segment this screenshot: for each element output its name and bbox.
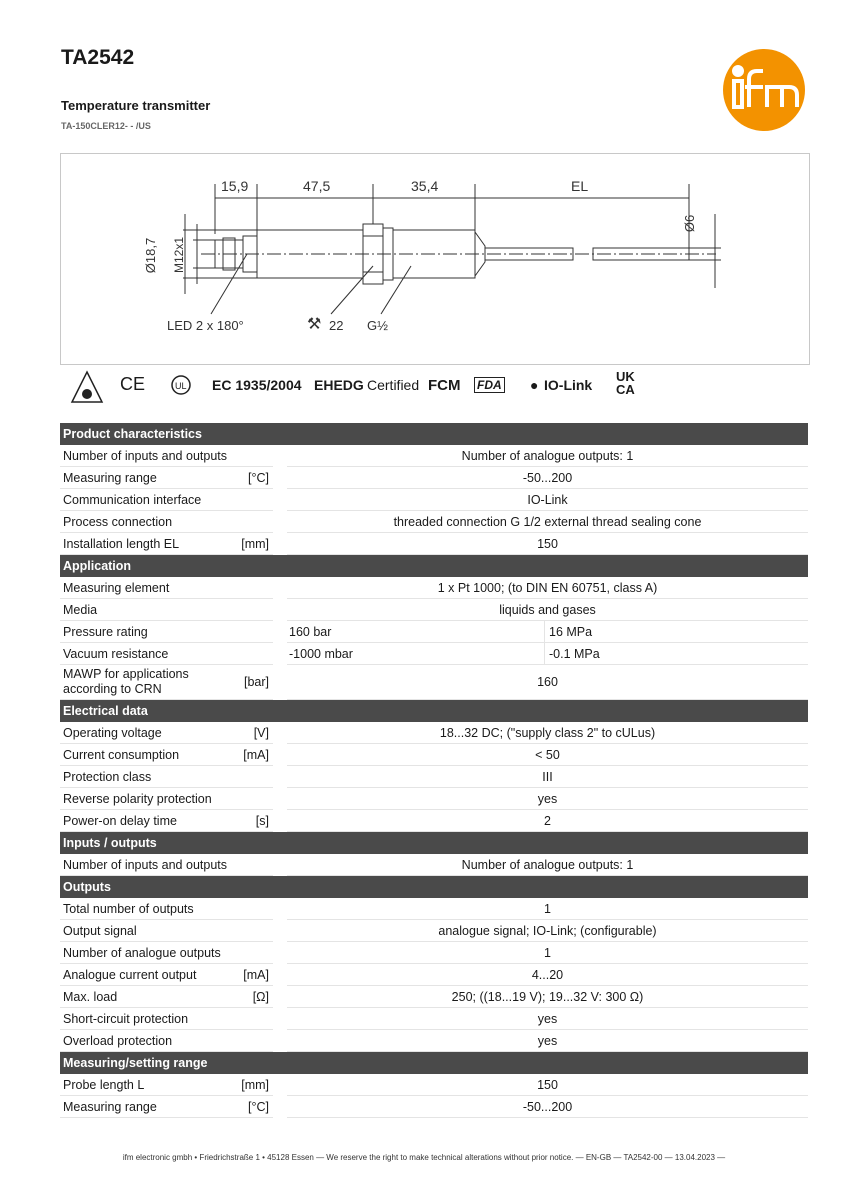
spec-label: Reverse polarity protection bbox=[63, 791, 212, 806]
3a-sanitary-icon bbox=[70, 370, 104, 404]
dim-outer-diameter: Ø18,7 bbox=[143, 237, 159, 274]
cert-certified: Certified bbox=[367, 377, 420, 393]
spec-row bbox=[60, 643, 808, 665]
ul-listed-icon bbox=[164, 372, 198, 402]
spec-row bbox=[60, 942, 808, 964]
spacer bbox=[273, 1096, 287, 1118]
section-title: Product characteristics bbox=[60, 423, 808, 445]
spacer bbox=[273, 744, 287, 766]
spec-label-cell bbox=[60, 942, 273, 964]
spec-label: Installation length EL bbox=[63, 536, 180, 551]
spec-value: 1 x Pt 1000; (to DIN EN 60751, class A) bbox=[287, 577, 808, 599]
spacer bbox=[273, 511, 287, 533]
spec-label-cell bbox=[60, 599, 273, 621]
spec-unit: [s] bbox=[255, 813, 269, 828]
wrench-size: 22 bbox=[329, 318, 344, 333]
spec-value: 18...32 DC; ("supply class 2" to cULus) bbox=[287, 722, 808, 744]
spec-row bbox=[60, 920, 808, 942]
spec-row bbox=[60, 467, 808, 489]
spec-value: 1 bbox=[287, 942, 808, 964]
spec-label: Number of inputs and outputs bbox=[63, 448, 227, 463]
dim-15-9: 15,9 bbox=[221, 178, 249, 194]
spec-unit: [°C] bbox=[248, 470, 269, 485]
spec-row bbox=[60, 788, 808, 810]
cert-io-link: IO-Link bbox=[544, 377, 593, 393]
section-header bbox=[60, 1052, 808, 1075]
spec-value: -50...200 bbox=[287, 1096, 808, 1118]
dimension-drawing bbox=[60, 153, 810, 365]
spec-row bbox=[60, 898, 808, 920]
spec-label-cell bbox=[60, 1074, 273, 1096]
spec-label: Overload protection bbox=[63, 1033, 173, 1048]
spacer bbox=[273, 766, 287, 788]
spec-unit: [mm] bbox=[241, 1077, 269, 1092]
section-header bbox=[60, 423, 808, 445]
spec-unit: [Ω] bbox=[252, 989, 269, 1004]
spec-value: 160 bbox=[287, 665, 808, 700]
spec-unit: [bar] bbox=[243, 675, 269, 689]
spec-label-cell bbox=[60, 1008, 273, 1030]
spec-row bbox=[60, 599, 808, 621]
cert-fcm: FCM bbox=[428, 377, 461, 394]
spec-value: Number of analogue outputs: 1 bbox=[287, 854, 808, 876]
spec-value-primary: -1000 mbar bbox=[287, 643, 545, 665]
spec-unit: [V] bbox=[253, 725, 269, 740]
spec-value: analogue signal; IO-Link; (configurable) bbox=[287, 920, 808, 942]
spec-label: Process connection bbox=[63, 514, 173, 529]
spec-label: Measuring element bbox=[63, 580, 170, 595]
led-callout: LED 2 x 180° bbox=[167, 318, 244, 333]
spec-row bbox=[60, 665, 808, 700]
spec-row bbox=[60, 1030, 808, 1052]
spec-row bbox=[60, 766, 808, 788]
spec-row bbox=[60, 810, 808, 832]
spec-value: yes bbox=[287, 788, 808, 810]
product-title: TA2542 bbox=[61, 46, 135, 69]
spec-label: Communication interface bbox=[63, 492, 202, 507]
spacer bbox=[273, 665, 287, 700]
spec-label: Total number of outputs bbox=[63, 901, 194, 916]
spec-label-cell bbox=[60, 744, 273, 766]
spec-label: Output signal bbox=[63, 923, 137, 938]
spec-label-cell bbox=[60, 986, 273, 1008]
section-header bbox=[60, 700, 808, 723]
certification-bar bbox=[60, 368, 808, 406]
spacer bbox=[273, 942, 287, 964]
spacer bbox=[273, 621, 287, 643]
spacer bbox=[273, 599, 287, 621]
spec-row bbox=[60, 1008, 808, 1030]
spec-value: 150 bbox=[287, 533, 808, 555]
spec-label-cell bbox=[60, 511, 273, 533]
spec-label-cell bbox=[60, 898, 273, 920]
spec-label: Max. load bbox=[63, 989, 118, 1004]
spec-value: 250; ((18...19 V); 19...32 V: 300 Ω) bbox=[287, 986, 808, 1008]
svg-text:UL: UL bbox=[175, 381, 187, 391]
dim-35-4: 35,4 bbox=[411, 178, 439, 194]
spec-value: < 50 bbox=[287, 744, 808, 766]
spec-label-cell bbox=[60, 788, 273, 810]
spec-label: Protection class bbox=[63, 769, 152, 784]
fda-icon: FDA bbox=[474, 377, 505, 393]
spec-value: Number of analogue outputs: 1 bbox=[287, 445, 808, 467]
spec-row bbox=[60, 533, 808, 555]
spec-value: III bbox=[287, 766, 808, 788]
spacer bbox=[273, 898, 287, 920]
section-title: Inputs / outputs bbox=[60, 832, 808, 855]
spec-label: MAWP for applications according to CRN bbox=[63, 667, 189, 696]
spec-unit: [mA] bbox=[243, 747, 269, 762]
spec-row bbox=[60, 744, 808, 766]
spec-label-cell bbox=[60, 766, 273, 788]
spec-label-cell bbox=[60, 964, 273, 986]
ce-mark-icon: CE bbox=[120, 374, 146, 394]
spec-label: Number of analogue outputs bbox=[63, 945, 221, 960]
spacer bbox=[273, 533, 287, 555]
spacer bbox=[273, 1074, 287, 1096]
spec-value: 4...20 bbox=[287, 964, 808, 986]
dim-47-5: 47,5 bbox=[303, 178, 331, 194]
ukca-icon: UK CA bbox=[616, 369, 635, 397]
spec-label-cell bbox=[60, 533, 273, 555]
thread-callout: G½ bbox=[367, 318, 388, 333]
spacer bbox=[273, 920, 287, 942]
section-title: Electrical data bbox=[60, 700, 808, 723]
dim-thread: M12x1 bbox=[172, 236, 187, 274]
spacer bbox=[273, 810, 287, 832]
spacer bbox=[273, 788, 287, 810]
spec-row bbox=[60, 489, 808, 511]
spec-row bbox=[60, 577, 808, 599]
spec-value: yes bbox=[287, 1030, 808, 1052]
spec-table bbox=[60, 423, 808, 1118]
section-header bbox=[60, 555, 808, 578]
spec-label: Power-on delay time bbox=[63, 813, 177, 828]
spec-unit: [mA] bbox=[243, 967, 269, 982]
spacer bbox=[273, 643, 287, 665]
spacer bbox=[273, 964, 287, 986]
spec-label-cell bbox=[60, 1030, 273, 1052]
spacer bbox=[273, 854, 287, 876]
section-title: Outputs bbox=[60, 876, 808, 899]
spec-value: liquids and gases bbox=[287, 599, 808, 621]
spec-row bbox=[60, 511, 808, 533]
spec-row bbox=[60, 986, 808, 1008]
spec-label: Analogue current output bbox=[63, 967, 197, 982]
spec-value: 1 bbox=[287, 898, 808, 920]
spec-label-cell bbox=[60, 665, 273, 700]
spec-label: Probe length L bbox=[63, 1077, 145, 1092]
page-footer: ifm electronic gmbh • Friedrichstraße 1 • 45128 Essen — We reserve the right to make technical alterations without prior notice. — EN-GB — TA2542-00 — 13.04.2023 — bbox=[122, 1153, 726, 1162]
spacer bbox=[273, 577, 287, 599]
order-code: TA-150CLER12- - /US bbox=[61, 121, 151, 131]
section-title: Measuring/setting range bbox=[60, 1052, 808, 1075]
spec-label-cell bbox=[60, 722, 273, 744]
spec-unit: [°C] bbox=[248, 1099, 269, 1114]
spec-label: Media bbox=[63, 602, 98, 617]
spec-label-cell bbox=[60, 920, 273, 942]
spec-label-cell bbox=[60, 467, 273, 489]
spec-label: Current consumption bbox=[63, 747, 180, 762]
spec-label-cell bbox=[60, 1096, 273, 1118]
spec-value: 2 bbox=[287, 810, 808, 832]
spec-unit: [mm] bbox=[241, 536, 269, 551]
spacer bbox=[273, 489, 287, 511]
spec-label-cell bbox=[60, 621, 273, 643]
spec-row bbox=[60, 964, 808, 986]
spec-label: Number of inputs and outputs bbox=[63, 857, 227, 872]
spacer bbox=[273, 986, 287, 1008]
spec-value: threaded connection G 1/2 external thread sealing cone bbox=[287, 511, 808, 533]
spec-value: IO-Link bbox=[287, 489, 808, 511]
section-title: Application bbox=[60, 555, 808, 578]
wrench-icon: ⚒ bbox=[307, 316, 322, 333]
spacer bbox=[273, 445, 287, 467]
spacer bbox=[273, 467, 287, 489]
spec-row bbox=[60, 1074, 808, 1096]
spec-value-secondary: -0.1 MPa bbox=[545, 643, 809, 665]
dim-probe-diameter: Ø6 bbox=[682, 214, 698, 233]
spec-label-cell bbox=[60, 489, 273, 511]
spacer bbox=[273, 1030, 287, 1052]
spec-row bbox=[60, 621, 808, 643]
ifm-logo bbox=[723, 49, 805, 131]
spec-label: Measuring range bbox=[63, 1099, 157, 1114]
product-subtitle: Temperature transmitter bbox=[61, 98, 211, 113]
spec-label: Vacuum resistance bbox=[63, 646, 169, 661]
spec-row bbox=[60, 445, 808, 467]
cert-ec1935: EC 1935/2004 bbox=[212, 377, 302, 393]
dim-el: EL bbox=[571, 178, 589, 194]
section-header bbox=[60, 832, 808, 855]
spec-label: Operating voltage bbox=[63, 725, 162, 740]
spec-label: Pressure rating bbox=[63, 624, 148, 639]
spacer bbox=[273, 1008, 287, 1030]
spec-label-cell bbox=[60, 445, 273, 467]
spec-value: 150 bbox=[287, 1074, 808, 1096]
spec-row bbox=[60, 854, 808, 876]
cert-ehedg: EHEDG bbox=[314, 377, 364, 393]
spec-value: -50...200 bbox=[287, 467, 808, 489]
spec-row bbox=[60, 1096, 808, 1118]
spec-label-cell bbox=[60, 643, 273, 665]
spec-row bbox=[60, 722, 808, 744]
spec-label-cell bbox=[60, 810, 273, 832]
spec-value-primary: 160 bar bbox=[287, 621, 545, 643]
spec-label-cell bbox=[60, 577, 273, 599]
io-link-icon: ● bbox=[530, 377, 539, 393]
section-header bbox=[60, 876, 808, 899]
spec-label-cell bbox=[60, 854, 273, 876]
spec-label: Measuring range bbox=[63, 470, 157, 485]
spacer bbox=[273, 722, 287, 744]
spec-value: yes bbox=[287, 1008, 808, 1030]
spec-value-secondary: 16 MPa bbox=[545, 621, 809, 643]
spec-label: Short-circuit protection bbox=[63, 1011, 189, 1026]
